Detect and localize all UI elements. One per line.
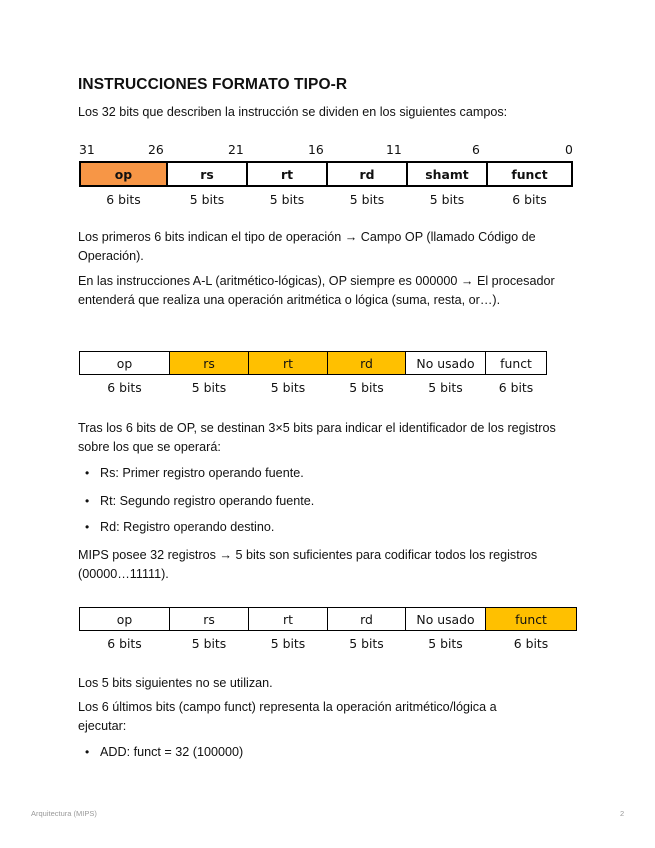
- field-rd: rd: [327, 162, 407, 186]
- field-rt: rt: [249, 352, 328, 375]
- field-table-2: [79, 351, 547, 399]
- field-rt: rt: [249, 608, 328, 631]
- field-size: 6 bits: [512, 191, 547, 207]
- paragraph-op-field: Los primeros 6 bits indican el tipo de operación → Campo OP (llamado Código de Operación).: [78, 230, 536, 263]
- field-size: 5 bits: [349, 191, 385, 207]
- field-size: 5 bits: [428, 635, 463, 651]
- page-title: INSTRUCCIONES FORMATO TIPO-R: [78, 76, 348, 93]
- field-size: 5 bits: [269, 191, 305, 207]
- field-size: 6 bits: [107, 635, 142, 651]
- field-table-3: [79, 607, 577, 655]
- bit-number: 16: [308, 142, 324, 157]
- field-rs: rs: [170, 352, 249, 375]
- field-op: op: [80, 608, 170, 631]
- field-size: 5 bits: [270, 379, 306, 395]
- page-number: 2: [620, 809, 625, 818]
- field-size: 5 bits: [270, 635, 306, 651]
- bullet-add: • ADD: funct = 32 (100000): [85, 743, 243, 762]
- bit-number: 11: [386, 142, 402, 157]
- field-rs: rs: [170, 608, 249, 631]
- field-funct: funct: [487, 162, 572, 186]
- intro-paragraph: Los 32 bits que describen la instrucción se dividen en los siguientes campos:: [78, 105, 508, 119]
- field-unused: No usado: [406, 352, 486, 375]
- field-size: 6 bits: [106, 191, 141, 207]
- bullet-rs: • Rs: Primer registro operando fuente.: [85, 464, 304, 483]
- field-rd: rd: [328, 608, 406, 631]
- field-size: 6 bits: [513, 635, 549, 651]
- footer-title: Arquitectura (MIPS): [31, 809, 97, 818]
- paragraph-mips-registers: MIPS posee 32 registros → 5 bits son suficientes para codificar todos los registros (00000…11111).: [78, 548, 538, 581]
- field-funct: funct: [486, 352, 547, 375]
- bit-number-row: [0, 142, 655, 158]
- field-size: 5 bits: [349, 635, 384, 651]
- field-size: 5 bits: [191, 635, 227, 651]
- field-shamt: shamt: [407, 162, 487, 186]
- bit-number: 0: [565, 142, 573, 157]
- paragraph-unused-bits: Los 5 bits siguientes no se utilizan.: [78, 676, 273, 690]
- paragraph-funct: Los 6 últimos bits (campo funct) representa la operación aritmético/lógica a ejecutar:: [78, 700, 497, 733]
- field-size: 6 bits: [107, 379, 142, 395]
- field-funct: funct: [486, 608, 577, 631]
- field-size: 5 bits: [189, 191, 225, 207]
- field-size: 5 bits: [349, 379, 384, 395]
- field-op: op: [80, 352, 170, 375]
- field-table-1: [79, 161, 573, 211]
- bullet-rt: • Rt: Segundo registro operando fuente.: [85, 492, 314, 511]
- field-size: 6 bits: [498, 379, 534, 395]
- bit-number: 31: [79, 142, 95, 157]
- field-rt: rt: [247, 162, 327, 186]
- field-unused: No usado: [406, 608, 486, 631]
- bit-number: 6: [472, 142, 480, 157]
- field-op: op: [80, 162, 167, 186]
- paragraph-al-instructions: En las instrucciones A-L (aritmético-lógicas), OP siempre es 000000 → El procesador entenderá que realiza una operación aritmética o lógica (suma, resta, or…).: [78, 274, 555, 307]
- field-rd: rd: [328, 352, 406, 375]
- field-size: 5 bits: [428, 379, 463, 395]
- bit-number: 21: [228, 142, 244, 157]
- bullet-rd: • Rd: Registro operando destino.: [85, 518, 274, 537]
- bit-number: 26: [148, 142, 164, 157]
- field-rs: rs: [167, 162, 247, 186]
- field-size: 5 bits: [429, 191, 465, 207]
- field-size: 5 bits: [191, 379, 227, 395]
- paragraph-registers: Tras los 6 bits de OP, se destinan 3×5 bits para indicar el identificador de los registros sobre los que se operará:: [78, 421, 556, 454]
